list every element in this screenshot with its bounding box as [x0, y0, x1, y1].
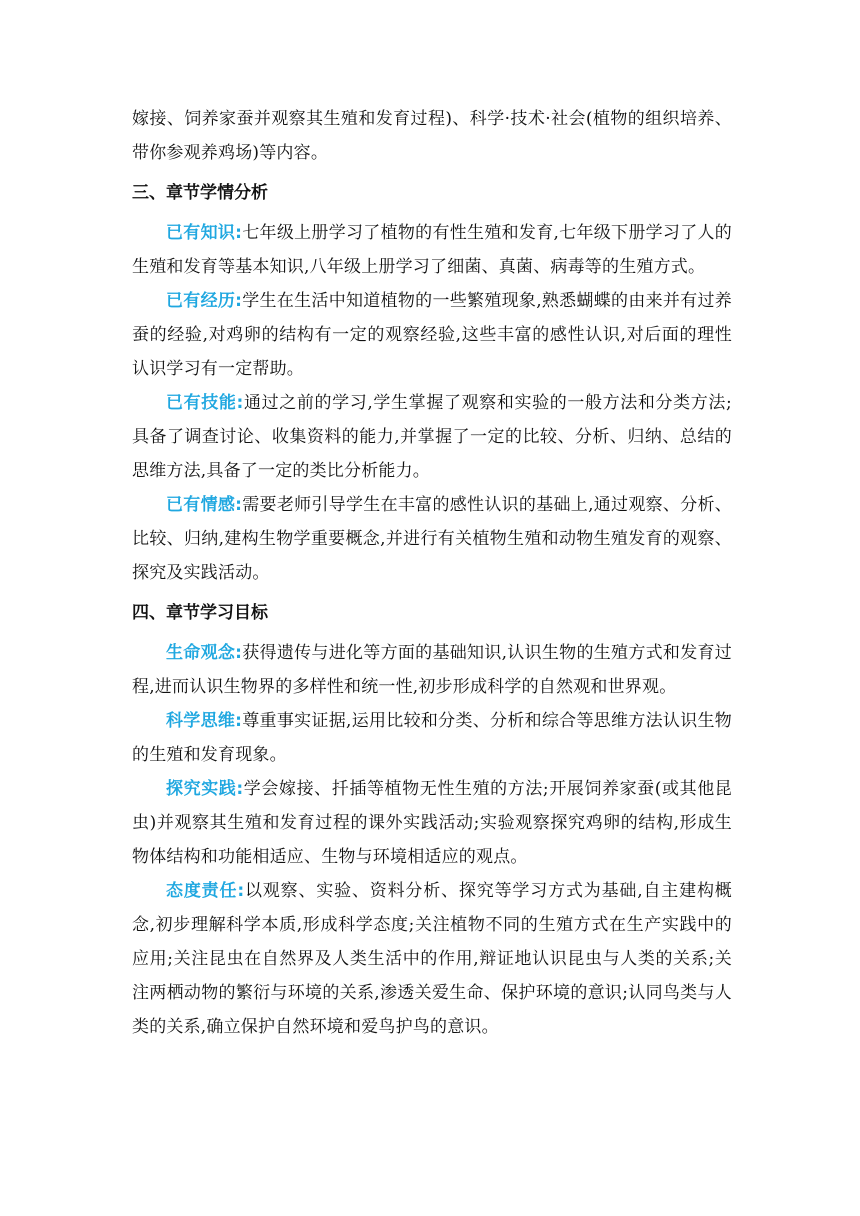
paragraph-existing-experience: [132, 284, 732, 386]
label-existing-knowledge: 已有知识:: [166, 223, 243, 243]
paragraph-inquiry-practice: [132, 772, 732, 874]
text-inquiry-practice: 学会嫁接、扦插等植物无性生殖的方法;开展饲养家蚕(或其他昆虫)并观察其生殖和发育过程的课外实践活动;实验观察探究鸡卵的结构,形成生物体结构和功能相适应、生物与环境相适应的观点。: [132, 779, 732, 867]
paragraph-existing-skills: [132, 386, 732, 488]
text-attitude-responsibility: 以观察、实验、资料分析、探究等学习方式为基础,自主建构概念,初步理解科学本质,形成科学态度;关注植物不同的生殖方式在生产实践中的应用;关注昆虫在自然界及人类生活中的作用,辩证地认识昆虫与人类的关系;关注两栖动物的繁衍与环境的关系,渗透关爱生命、保护环境的意识;认同鸟类与人类的关系,确立保护自然环境和爱鸟护鸟的意识。: [132, 881, 732, 1037]
text-existing-attitude: 需要老师引导学生在丰富的感性认识的基础上,通过观察、分析、比较、归纳,建构生物学重要概念,并进行有关植物生殖和动物生殖发育的观察、探究及实践活动。: [132, 495, 732, 583]
label-life-concept: 生命观念:: [166, 643, 243, 663]
paragraph-existing-knowledge: [132, 216, 732, 284]
label-scientific-thinking: 科学思维:: [166, 711, 243, 731]
paragraph-life-concept: [132, 636, 732, 704]
text-existing-knowledge: 七年级上册学习了植物的有性生殖和发育,七年级下册学习了人的生殖和发育等基本知识,八年级上册学习了细菌、真菌、病毒等的生殖方式。: [132, 223, 732, 277]
intro-paragraph: 嫁接、饲养家蚕并观察其生殖和发育过程)、科学·技术·社会(植物的组织培养、带你参观养鸡场)等内容。: [132, 109, 732, 163]
paragraph-attitude-responsibility: [132, 874, 732, 1044]
text-existing-skills: 通过之前的学习,学生掌握了观察和实验的一般方法和分类方法;具备了调查讨论、收集资料的能力,并掌握了一定的比较、分析、归纳、总结的思维方法,具备了一定的类比分析能力。: [132, 393, 732, 481]
text-life-concept: 获得遗传与进化等方面的基础知识,认识生物的生殖方式和发育过程,进而认识生物界的多样性和统一性,初步形成科学的自然观和世界观。: [132, 643, 732, 697]
text-scientific-thinking: 尊重事实证据,运用比较和分类、分析和综合等思维方法认识生物的生殖和发育现象。: [132, 711, 732, 765]
label-inquiry-practice: 探究实践:: [166, 779, 244, 799]
document-content: [132, 102, 732, 1044]
label-existing-skills: 已有技能:: [166, 393, 244, 413]
text-existing-experience: 学生在生活中知道植物的一些繁殖现象,熟悉蝴蝶的由来并有过养蚕的经验,对鸡卵的结构有一定的观察经验,这些丰富的感性认识,对后面的理性认识学习有一定帮助。: [132, 291, 732, 379]
paragraph-existing-attitude: [132, 488, 732, 590]
label-existing-experience: 已有经历:: [166, 291, 243, 311]
section-heading-learning-goals: 四、章节学习目标: [132, 603, 268, 623]
section-heading-learner-analysis: 三、章节学情分析: [132, 183, 268, 203]
paragraph-scientific-thinking: [132, 704, 732, 772]
label-attitude-responsibility: 态度责任:: [166, 881, 245, 901]
label-existing-attitude: 已有情感:: [166, 495, 243, 515]
